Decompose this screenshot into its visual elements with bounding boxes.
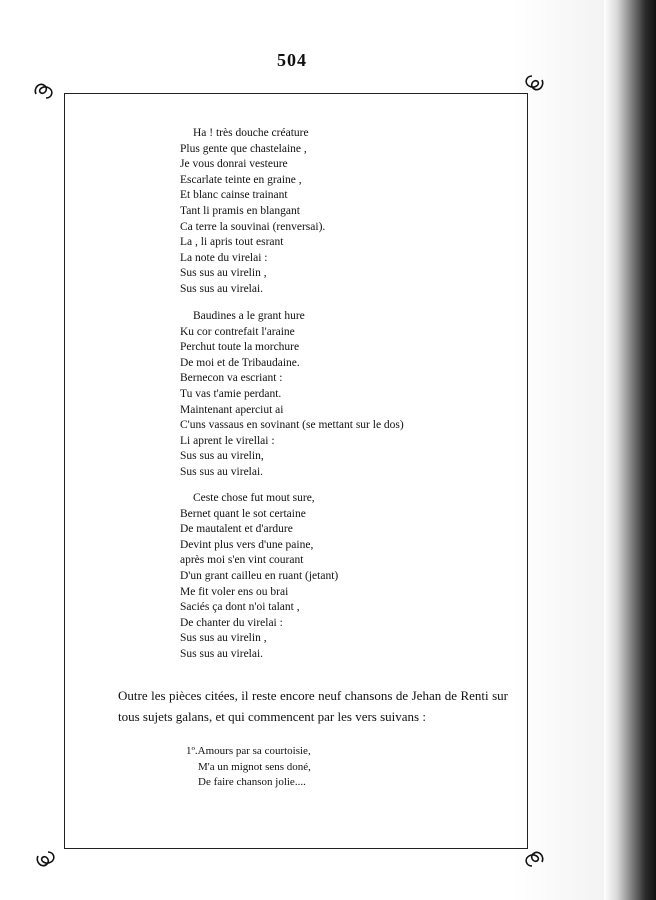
verse-line: C'uns vassaus en sovinant (se mettant sur le dos) bbox=[180, 419, 404, 432]
verse-line: La , li apris tout esrant bbox=[180, 236, 284, 249]
incipit-line: De faire chanson jolie.... bbox=[198, 776, 306, 788]
verse-line: Escarlate teinte en graine , bbox=[180, 173, 302, 186]
verse-line: Ku cor contrefait l'araine bbox=[180, 325, 295, 338]
incipit-line: 1º.Amours par sa courtoisie, bbox=[186, 745, 311, 757]
prose-text: Outre les pièces citées, il reste encore neuf chansons de Jehan de Renti sur tous sujets galans, et qui commencent par les vers suivans : bbox=[118, 688, 508, 724]
verse-line: Et blanc cainse trainant bbox=[180, 189, 288, 202]
verse-line: Li aprent le virellai : bbox=[180, 434, 275, 447]
verse-line: Plus gente que chastelaine , bbox=[180, 142, 307, 155]
verse-line: Sus sus au virelai. bbox=[180, 282, 264, 295]
verse-line: De chanter du virelai : bbox=[180, 616, 283, 629]
verse-line: La note du virelai : bbox=[180, 251, 268, 264]
ornament-bottom-left-icon bbox=[34, 849, 58, 871]
verse-line: De mautalent et d'ardure bbox=[180, 523, 293, 536]
incipit-line: M'a un mignot sens doné, bbox=[198, 760, 311, 773]
verse-line: Maintenant aperciut ai bbox=[180, 403, 284, 416]
verse-line: Devint plus vers d'une paine, bbox=[180, 538, 314, 551]
verse-line: Perchut toute la morchure bbox=[180, 341, 300, 354]
verse-line: Bernecon va escriant : bbox=[180, 372, 283, 385]
incipit-quote bbox=[186, 744, 311, 791]
verse-line: Me fit voler ens ou brai bbox=[180, 585, 289, 598]
verse-line: Sus sus au virelai. bbox=[180, 647, 264, 660]
verse-line: après moi s'en vint courant bbox=[180, 554, 304, 567]
verse-line: Ha ! très douche créature bbox=[193, 127, 309, 139]
stanza-3 bbox=[180, 491, 338, 663]
page-number: 504 bbox=[277, 50, 307, 70]
verse-line: Tu vas t'amie perdant. bbox=[180, 387, 282, 400]
stanza-1 bbox=[180, 126, 325, 298]
verse-line: Ceste chose fut mout sure, bbox=[193, 492, 315, 504]
stanza-2 bbox=[180, 309, 404, 481]
verse-line: Sus sus au virelai. bbox=[180, 465, 264, 478]
verse-line: Baudines a le grant hure bbox=[193, 310, 305, 322]
verse-line: Saciés ça dont n'oi talant , bbox=[180, 601, 300, 614]
ornament-top-left-icon bbox=[32, 79, 56, 101]
verse-line: De moi et de Tribaudaine. bbox=[180, 356, 300, 369]
verse-line: Je vous donrai vesteure bbox=[180, 158, 288, 171]
ornament-top-right-icon bbox=[522, 73, 546, 95]
ornament-bottom-right-icon bbox=[522, 847, 546, 869]
verse-line: Sus sus au virelin , bbox=[180, 632, 267, 645]
page-binding-shadow bbox=[604, 0, 656, 900]
verse-line: D'un grant cailleu en ruant (jetant) bbox=[180, 569, 339, 582]
verse-line: Bernet quant le sot certaine bbox=[180, 507, 306, 520]
verse-line: Sus sus au virelin, bbox=[180, 450, 264, 463]
verse-line: Tant li pramis en blangant bbox=[180, 204, 300, 217]
prose-paragraph bbox=[118, 686, 508, 727]
verse-line: Sus sus au virelin , bbox=[180, 267, 267, 280]
verse-line: Ca terre la souvinai (renversai). bbox=[180, 220, 326, 233]
